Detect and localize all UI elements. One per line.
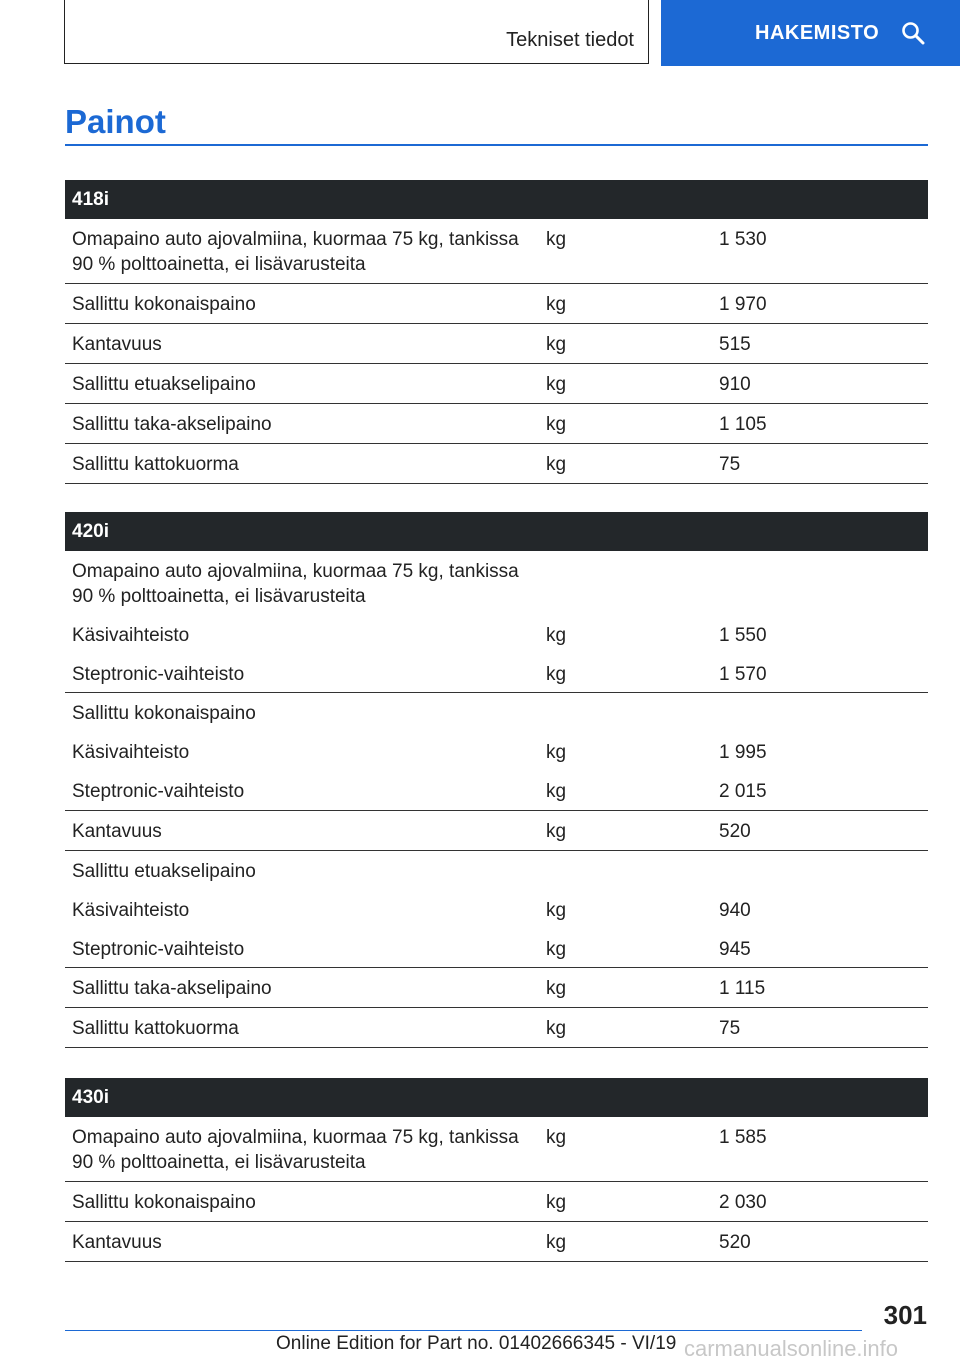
row-label: Sallittu etuakselipaino bbox=[72, 861, 256, 882]
row-value: 1 530 bbox=[719, 229, 767, 250]
table-header: 430i bbox=[65, 1078, 928, 1117]
row-unit: kg bbox=[546, 625, 567, 646]
row-value: 75 bbox=[719, 454, 741, 475]
table-row bbox=[65, 364, 928, 404]
section-tab[interactable] bbox=[64, 0, 649, 64]
row-value: 1 585 bbox=[719, 1127, 767, 1148]
row-label: Omapaino auto ajovalmiina, kuormaa 75 kg, tankissa 90 % polttoainetta, ei lisävarusteita bbox=[72, 1127, 519, 1173]
row-unit: kg bbox=[546, 294, 567, 315]
table-row bbox=[65, 851, 928, 890]
row-label: Omapaino auto ajovalmiina, kuormaa 75 kg, tankissa 90 % polttoainetta, ei lisävarusteita bbox=[72, 229, 519, 275]
row-value: 1 970 bbox=[719, 294, 767, 315]
row-label: Kantavuus bbox=[72, 334, 162, 355]
table-row bbox=[65, 284, 928, 324]
row-label: Steptronic-vaihteisto bbox=[72, 939, 245, 960]
row-unit: kg bbox=[546, 939, 567, 960]
table-row bbox=[65, 693, 928, 732]
top-navigation bbox=[0, 0, 960, 66]
row-value: 1 105 bbox=[719, 414, 767, 435]
table-row bbox=[65, 404, 928, 444]
table-row bbox=[65, 324, 928, 364]
table-header: 418i bbox=[65, 180, 928, 219]
row-label: Omapaino auto ajovalmiina, kuormaa 75 kg, tankissa 90 % polttoainetta, ei lisävarusteita bbox=[72, 561, 519, 607]
row-value: 75 bbox=[719, 1018, 741, 1039]
row-label: Sallittu taka-akselipaino bbox=[72, 414, 272, 435]
row-value: 520 bbox=[719, 1232, 751, 1253]
row-label: Steptronic-vaihteisto bbox=[72, 664, 245, 685]
row-label: Sallittu taka-akselipaino bbox=[72, 978, 272, 999]
table-header: 420i bbox=[65, 512, 928, 551]
row-label: Sallittu kattokuorma bbox=[72, 454, 239, 475]
row-unit: kg bbox=[546, 1127, 567, 1148]
table-row bbox=[65, 811, 928, 851]
title-divider bbox=[65, 144, 928, 146]
row-value: 1 570 bbox=[719, 664, 767, 685]
row-value: 520 bbox=[719, 821, 751, 842]
table-row bbox=[65, 551, 928, 615]
index-button-label: HAKEMISTO bbox=[755, 21, 880, 44]
row-value: 1 995 bbox=[719, 742, 767, 763]
row-unit: kg bbox=[546, 374, 567, 395]
table-row bbox=[65, 1008, 928, 1048]
table-row bbox=[65, 771, 928, 811]
row-value: 2 015 bbox=[719, 781, 767, 802]
row-value: 945 bbox=[719, 939, 751, 960]
row-value: 1 115 bbox=[719, 978, 766, 999]
index-button[interactable] bbox=[661, 0, 960, 66]
table-row bbox=[65, 219, 928, 284]
row-unit: kg bbox=[546, 742, 567, 763]
row-unit: kg bbox=[546, 229, 567, 250]
watermark: carmanualsonline.info bbox=[684, 1336, 899, 1361]
footer-divider bbox=[65, 1330, 862, 1331]
row-label: Sallittu kokonaispaino bbox=[72, 703, 256, 724]
table-row bbox=[65, 968, 928, 1008]
row-label: Kantavuus bbox=[72, 1232, 162, 1253]
search-icon bbox=[901, 21, 925, 45]
row-label: Steptronic-vaihteisto bbox=[72, 781, 245, 802]
row-unit: kg bbox=[546, 900, 567, 921]
row-unit: kg bbox=[546, 454, 567, 475]
row-value: 940 bbox=[719, 900, 751, 921]
table-row bbox=[65, 929, 928, 968]
table-row bbox=[65, 1117, 928, 1182]
table-row bbox=[65, 732, 928, 771]
row-unit: kg bbox=[546, 334, 567, 355]
row-label: Sallittu etuakselipaino bbox=[72, 374, 256, 395]
row-unit: kg bbox=[546, 414, 567, 435]
row-unit: kg bbox=[546, 1232, 567, 1253]
table-row bbox=[65, 615, 928, 654]
row-unit: kg bbox=[546, 781, 567, 802]
row-unit: kg bbox=[546, 1018, 567, 1039]
row-value: 515 bbox=[719, 334, 751, 355]
row-label: Käsivaihteisto bbox=[72, 625, 190, 646]
row-unit: kg bbox=[546, 1192, 567, 1213]
row-unit: kg bbox=[546, 664, 567, 685]
weights-table-420i bbox=[65, 512, 928, 1048]
page-title: Painot bbox=[65, 103, 166, 140]
row-label: Käsivaihteisto bbox=[72, 742, 190, 763]
row-label: Käsivaihteisto bbox=[72, 900, 190, 921]
weights-table-418i bbox=[65, 180, 928, 484]
table-row bbox=[65, 890, 928, 929]
row-value: 2 030 bbox=[719, 1192, 767, 1213]
weights-table-430i bbox=[65, 1078, 928, 1262]
edition-info: Online Edition for Part no. 01402666345 - VI/19 bbox=[276, 1333, 677, 1354]
table-row bbox=[65, 444, 928, 484]
row-label: Sallittu kattokuorma bbox=[72, 1018, 239, 1039]
row-value: 910 bbox=[719, 374, 751, 395]
row-unit: kg bbox=[546, 978, 567, 999]
row-label: Kantavuus bbox=[72, 821, 162, 842]
section-tab-label: Tekniset tiedot bbox=[506, 29, 634, 51]
table-row bbox=[65, 654, 928, 693]
table-row bbox=[65, 1182, 928, 1222]
table-row bbox=[65, 1222, 928, 1262]
row-value: 1 550 bbox=[719, 625, 767, 646]
row-label: Sallittu kokonaispaino bbox=[72, 294, 256, 315]
page-number: 301 bbox=[883, 1300, 927, 1330]
row-label: Sallittu kokonaispaino bbox=[72, 1192, 256, 1213]
row-unit: kg bbox=[546, 821, 567, 842]
